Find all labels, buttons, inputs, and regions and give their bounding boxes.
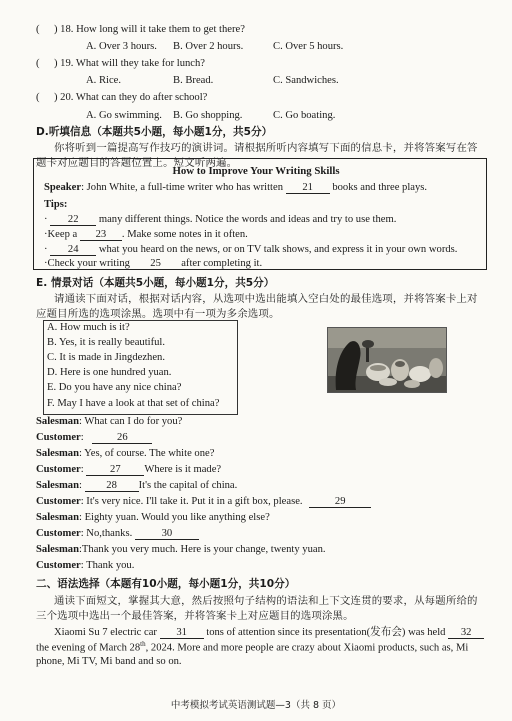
q18-option-a: A. Over 3 hours. <box>86 41 157 52</box>
dialogue-line-2 <box>36 432 152 444</box>
q18-option-c: C. Over 5 hours. <box>273 41 344 52</box>
speaker-label: Speaker <box>44 182 82 193</box>
blank-23[interactable]: 23 <box>80 229 122 241</box>
passage-superscript: th <box>140 640 146 648</box>
q18-option-b: B. Over 2 hours. <box>173 41 244 52</box>
dialogue-line-4 <box>36 464 221 476</box>
section-d-heading: D.听填信息（本题共5小题，每小题1分，共5分） <box>36 126 273 138</box>
tip-4-text: after completing it. <box>181 258 263 269</box>
section-ii-heading: 二、语法选择（本题有10小题，每小题1分，共10分） <box>36 578 296 590</box>
dialogue-line-6 <box>36 496 371 508</box>
dialogue-text: : It's very nice. I'll take it. Put it in a gift box, please. <box>80 496 303 507</box>
passage-line-3 <box>36 656 182 667</box>
dialogue-line-5 <box>36 480 237 492</box>
passage-text: tons of attention since its presentation(发布会) was held <box>206 627 446 638</box>
q19-option-a: A. Rice. <box>86 75 122 86</box>
question-19-text: ) 19. What will they take for lunch? <box>54 58 206 69</box>
blank-25[interactable]: 25 <box>133 258 179 270</box>
q20-option-a: A. Go swimming. <box>86 110 162 121</box>
blank-32[interactable]: 32 <box>448 627 484 639</box>
dialogue-line-9 <box>36 544 326 555</box>
blank-26[interactable]: 26 <box>92 432 152 444</box>
speaker-line <box>44 182 427 194</box>
section-e-heading: E. 情景对话（本题共5小题，每小题1分，共5分） <box>36 277 275 289</box>
blank-24[interactable]: 24 <box>50 244 96 256</box>
section-e-instruction-2: 应题目所选的选项涂黑。选项中有一项为多余选项。 <box>36 308 280 320</box>
blank-28[interactable]: 28 <box>85 480 139 492</box>
dialogue-text: : Thank you. <box>80 560 135 571</box>
page-footer: 中考模拟考试英语测试题—3（共 8 页） <box>170 700 342 711</box>
e-option-d: D. Here is one hundred yuan. <box>47 367 172 378</box>
dialogue-speaker: Customer <box>36 496 81 507</box>
blank-22[interactable]: 22 <box>50 214 96 226</box>
dialogue-text: : <box>80 432 84 443</box>
question-18-text: ) 18. How long will it take them to get there? <box>54 24 245 35</box>
china-photo-image <box>328 328 446 392</box>
e-option-a: A. How much is it? <box>47 322 130 333</box>
dialogue-text: :Thank you very much. Here is your change, twenty yuan. <box>78 544 326 555</box>
info-card-title: How to Improve Your Writing Skills <box>172 165 340 177</box>
dialogue-line-1 <box>36 416 182 427</box>
speaker-text: : John White, a full-time writer who has written <box>81 182 284 193</box>
q20-option-b: B. Go shopping. <box>173 110 243 121</box>
dialogue-text: : What can I do for you? <box>78 416 183 427</box>
section-d-instruction-1: 你将听到一篇提高写作技巧的演讲词。请根据所听内容填写下面的信息卡，并将答案写在答 <box>54 142 478 154</box>
tip-3-text: what you heard on the news, or on TV talk shows, and express it in your own words. <box>98 244 458 255</box>
blank-31[interactable]: 31 <box>160 627 204 639</box>
tip-3 <box>44 244 457 256</box>
paren-open: ( <box>36 92 40 103</box>
tip-2-pre: ·Keep a <box>44 229 78 240</box>
paren-open: ( <box>36 24 40 35</box>
dialogue-speaker: Customer <box>36 464 81 475</box>
e-option-c: C. It is made in Jingdezhen. <box>47 352 165 363</box>
section-d-instruction-2: 题卡对应题目的答题位置上。短文听两遍。 <box>36 157 238 169</box>
tip-1-text: many different things. Notice the words and ideas and try to use them. <box>98 214 397 225</box>
tip-4 <box>44 258 262 270</box>
dialogue-text: : <box>80 464 84 475</box>
q20-option-c: C. Go boating. <box>273 110 336 121</box>
e-option-b: B. Yes, it is really beautiful. <box>47 337 165 348</box>
q19-option-b: B. Bread. <box>173 75 214 86</box>
passage-text: , 2024. More and more people are crazy about Xiaomi products, such as, Mi <box>145 642 469 654</box>
section-ii-instruction-2: 三个选项中选出一个最佳答案，并将答案卡上对应题目的选项涂黑。 <box>36 610 354 622</box>
dialogue-speaker: Customer <box>36 432 81 443</box>
section-ii-instruction-1: 通读下面短文，掌握其大意，然后按照句子结构的语法和上下文连贯的要求，从每题所给的 <box>54 595 478 607</box>
q19-option-c: C. Sandwiches. <box>273 75 339 86</box>
dialogue-text: Where is it made? <box>144 464 222 475</box>
dialogue-speaker: Salesman <box>36 480 79 491</box>
dialogue-speaker: Salesman <box>36 544 79 555</box>
dialogue-text: : No,thanks. <box>80 528 133 539</box>
china-photo <box>327 327 447 393</box>
question-20-text: ) 20. What can they do after school? <box>54 92 208 103</box>
tips-label: Tips <box>44 199 64 210</box>
dialogue-speaker: Customer <box>36 560 81 571</box>
section-e-instruction-1: 请通读下面对话，根据对话内容，从选项中选出能填入空白处的最佳选项，并将答案卡上对 <box>54 293 478 305</box>
tip-4-pre: ·Check your writing <box>44 258 130 269</box>
blank-21[interactable]: 21 <box>286 182 330 194</box>
passage-line-2 <box>36 640 468 654</box>
speaker-tail: books and three plays. <box>332 182 428 193</box>
dialogue-text: : Yes, of course. The white one? <box>78 448 215 459</box>
dialogue-line-3 <box>36 448 214 459</box>
dialogue-line-10 <box>36 560 134 571</box>
tip-bullet: · <box>44 244 48 255</box>
dialogue-line-7 <box>36 512 270 523</box>
blank-29[interactable]: 29 <box>309 496 371 508</box>
dialogue-line-8 <box>36 528 199 540</box>
paren-open: ( <box>36 58 40 69</box>
blank-27[interactable]: 27 <box>86 464 144 476</box>
blank-30[interactable]: 30 <box>135 528 199 540</box>
e-option-e: E. Do you have any nice china? <box>47 382 182 393</box>
dialogue-speaker: Salesman <box>36 416 79 427</box>
tips-label-line: Tips: <box>44 199 68 210</box>
dialogue-text: : Eighty yuan. Would you like anything else? <box>78 512 270 523</box>
tip-1 <box>44 214 396 226</box>
passage-text: the evening of March 28 <box>36 642 141 654</box>
tip-2-text: . Make some notes in it often. <box>121 229 248 240</box>
passage-text: Xiaomi Su 7 electric car <box>54 627 157 638</box>
dialogue-speaker: Salesman <box>36 512 79 523</box>
tip-bullet: · <box>44 214 48 225</box>
passage-line-1 <box>54 624 484 639</box>
tip-2 <box>44 229 248 241</box>
dialogue-speaker: Salesman <box>36 448 79 459</box>
dialogue-text: It's the capital of china. <box>138 480 238 491</box>
passage-text: phone, Mi TV, Mi band and so on. <box>36 656 182 667</box>
dialogue-text: : <box>78 480 82 491</box>
e-option-f: F. May I have a look at that set of china? <box>47 398 220 409</box>
dialogue-speaker: Customer <box>36 528 81 539</box>
